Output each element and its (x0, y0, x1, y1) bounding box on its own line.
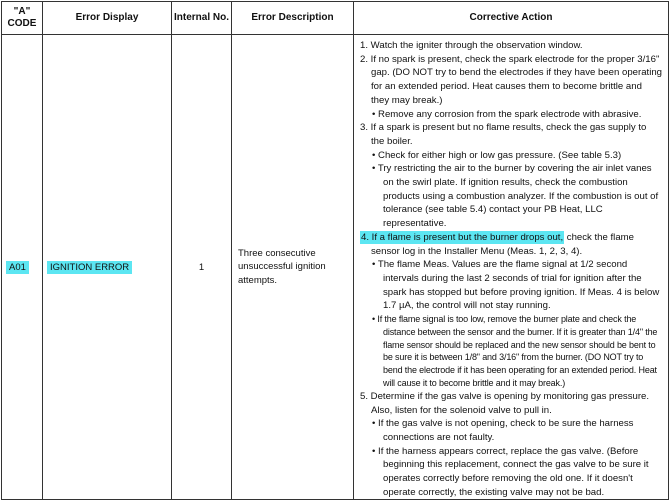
error-code-table (1, 1, 669, 500)
header-code: "A" CODE (2, 2, 43, 35)
action-bullet: • Try restricting the air to the burner by covering the air inlet vanes on the swirl plate. If ignition results, check the combustion products using a combustion analyzer. If the combustion is out of tolerance (see table 5.4) contact your PB Heat, LLC representative. (372, 163, 659, 230)
error-display: IGNITION ERROR (47, 261, 132, 274)
action-bullet: • The flame Meas. Values are the flame signal at 1/2 second intervals during the last 2 seconds of trial for ignition after the spark has stopped but before proving ignition. If Meas. 4 is below 1.7 µA, the control will not stay running. (372, 259, 660, 312)
header-error-display: Error Display (43, 2, 172, 35)
action-step: 3. If a spark is present but no flame results, check the gas supply to the boiler. (360, 122, 647, 147)
header-corrective-action: Corrective Action (354, 2, 669, 35)
action-step (360, 231, 662, 258)
internal-number: 1 (172, 35, 232, 500)
action-step: 2. If no spark is present, check the spark electrode for the proper 3/16" gap. (DO NOT try to bend the electrodes if they have been operating for an extended period. Heat causes them to become brittle and they may break.) (360, 53, 663, 106)
table-row (2, 35, 669, 500)
action-bullet: • If the gas valve is not opening, check to be sure the harness connections are not faulty. (372, 418, 634, 443)
display-cell (43, 35, 172, 500)
action-bullet: • Check for either high or low gas pressure. (See table 5.3) (372, 149, 622, 161)
action-bullet: • Remove any corrosion from the spark electrode with abrasive. (372, 108, 642, 120)
header-internal-no: Internal No. (172, 2, 232, 35)
error-description: Three consecutive unsuccessful ignition attempts. (232, 35, 354, 500)
action-step: 1. Watch the igniter through the observation window. (360, 40, 583, 51)
error-code: A01 (6, 261, 29, 274)
highlighted-text: 4. If a flame is present but the burner drops out, (361, 231, 564, 243)
code-cell (2, 35, 43, 500)
header-error-description: Error Description (232, 2, 354, 35)
action-bullet: • If the harness appears correct, replace the gas valve. (Before beginning this replacement, connect the gas valve to be sure it operates correctly before removing the old one. If it doesn't operate correctly, the existing valve may not be bad. (372, 445, 649, 498)
action-step-text: check the flame sensor log in the Installer Menu (Meas. 1, 2, 3, 4). (371, 231, 634, 257)
action-bullet: • If the flame signal is too low, remove the burner plate and check the distance between the sensor and the burner. If it is greater than 1/4" the flame sensor should be replaced and the new sensor should be bent to be sure it is between 1/8" and 3/16" from the burner. (DO NOT try to bend the electrode if it has been operating for an extended period. Heat will cause it to become brittle and it may break.) (372, 314, 658, 389)
table-header-row (2, 2, 669, 35)
corrective-action-list (360, 39, 662, 499)
corrective-action-cell (354, 35, 669, 500)
action-step: 5. Determine if the gas valve is opening by monitoring gas pressure. Also, listen for the solenoid valve to pull in. (360, 390, 650, 416)
